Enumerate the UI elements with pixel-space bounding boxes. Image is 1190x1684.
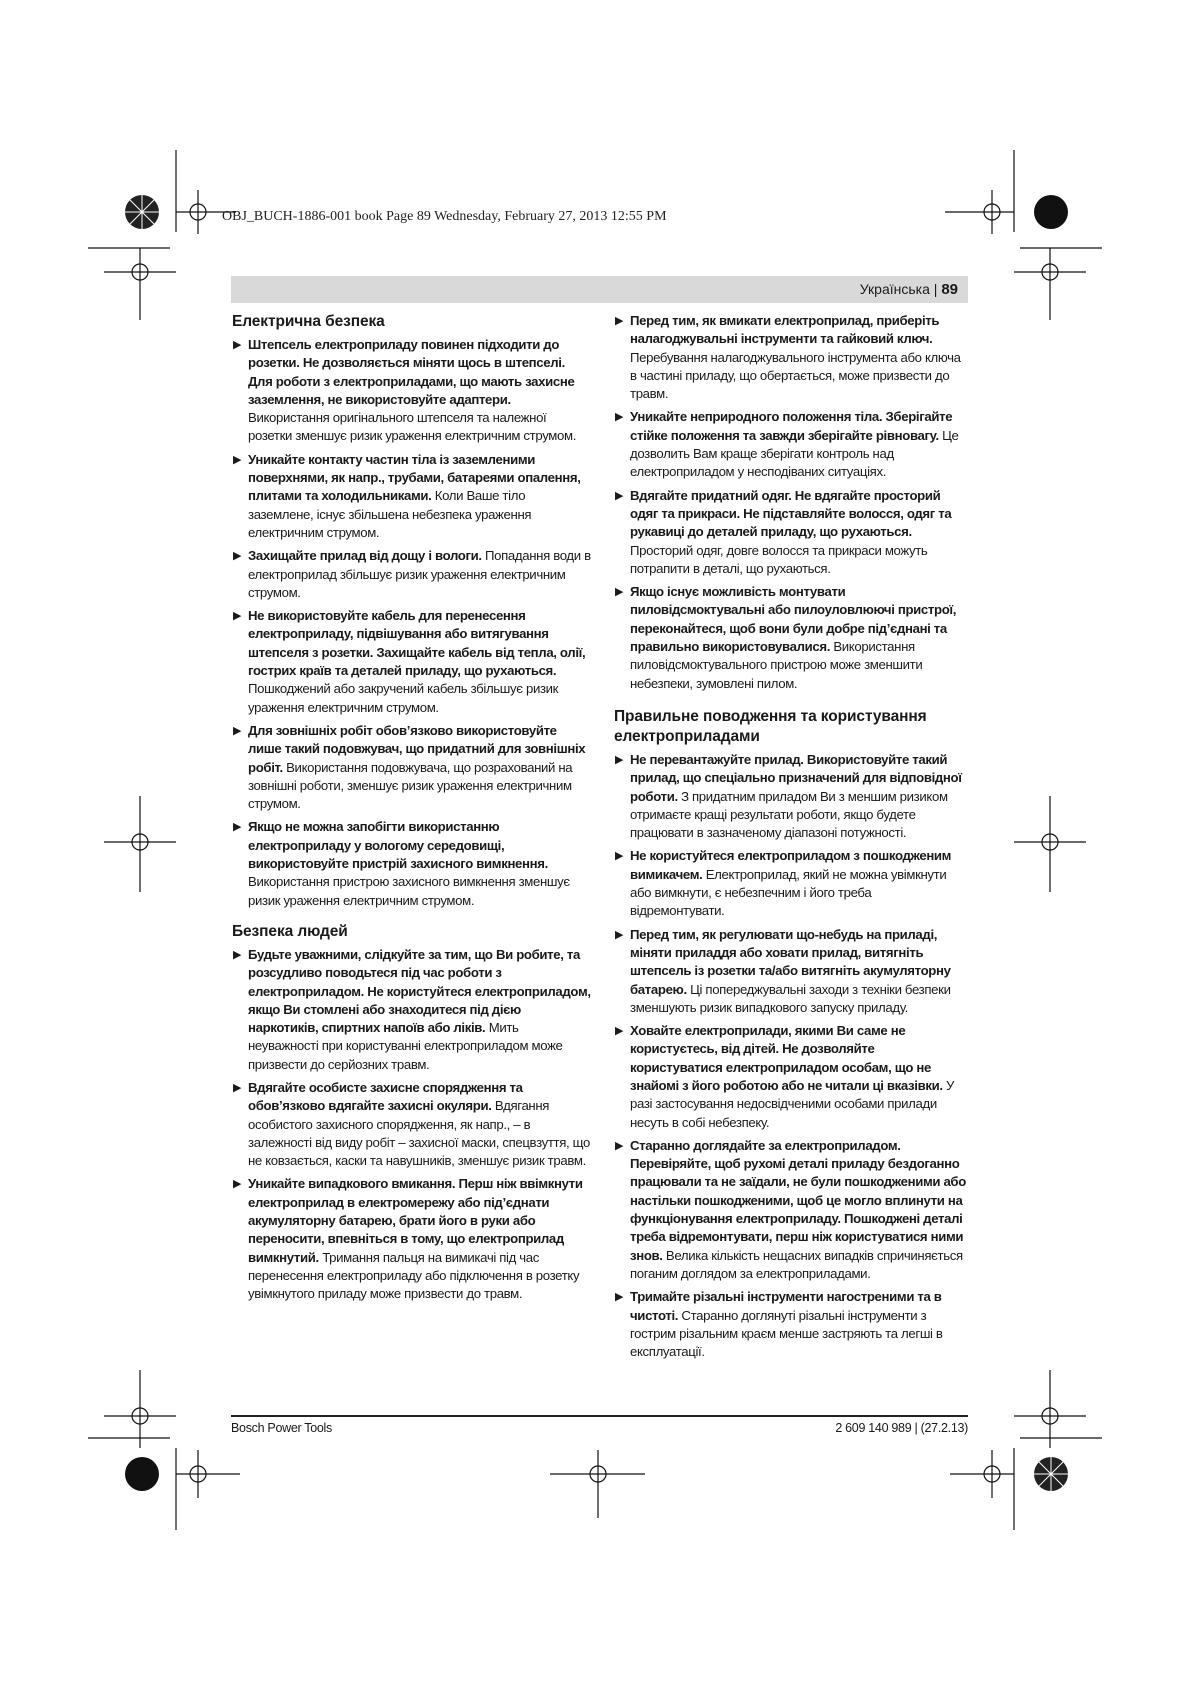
section-heading-personal-safety: Безпека людей	[232, 922, 348, 940]
item-instruction: Будьте уважними, слідкуйте за тим, що Ви робите, та розсудливо поводьтеся під час роботи з електроприладом. Не користуйтеся електроприладом, якщо Ви стомлені або знаходитеся під дією наркотиків, спиртних напоїв або ліків.	[248, 946, 591, 1036]
item-explanation: Електроприлад, який не можна увімкнути або вимкнути, є небезпечним і його треба відремонтувати.	[630, 866, 947, 919]
list-item	[614, 926, 968, 1017]
bullet-arrow-icon: ▶	[233, 948, 242, 961]
list-item	[232, 818, 592, 909]
item-instruction: Уникайте контакту частин тіла із заземленими поверхнями, як напр., трубами, батареями опалення, плитами та холодильниками.	[248, 451, 581, 504]
item-explanation: Старанно доглянуті різальні інструменти з гострим різальним краєм менше застряють та легші в експлуатації.	[630, 1307, 943, 1360]
bullet-arrow-icon: ▶	[233, 1178, 242, 1191]
list-item	[614, 408, 968, 481]
bullet-arrow-icon: ▶	[615, 928, 624, 941]
list-item	[614, 583, 968, 693]
bullet-arrow-icon: ▶	[615, 586, 624, 599]
list-item	[232, 451, 592, 542]
item-explanation: Вдягання особистого захисного спорядження, як напр., – в залежності від виду робіт – захисної маски, спецвзуття, що не ковзається, каски та навушників, зменшує ризик травм.	[248, 1098, 590, 1169]
list-item	[614, 751, 968, 842]
bullet-arrow-icon: ▶	[233, 550, 242, 563]
list-electrical-safety	[232, 336, 592, 910]
list-item	[614, 487, 968, 578]
page-header	[860, 281, 958, 298]
bullet-arrow-icon: ▶	[233, 724, 242, 737]
item-instruction: Якщо існує можливість монтувати пиловідсмоктувальні або пилоуловлюючі пристрої, переконайтеся, щоб вони були добре під’єднані та правильно використовувалися.	[630, 584, 957, 655]
bullet-arrow-icon: ▶	[233, 610, 242, 623]
footer-brand: Bosch Power Tools	[231, 1421, 332, 1435]
page-header-bar	[231, 276, 968, 303]
bullet-arrow-icon: ▶	[615, 411, 624, 424]
bullet-arrow-icon: ▶	[615, 489, 624, 502]
bullet-arrow-icon: ▶	[233, 339, 242, 351]
item-instruction: Тримайте різальні інструменти нагостреними та в чистоті.	[630, 1289, 942, 1323]
left-column	[232, 312, 592, 1309]
item-explanation: Велика кількість нещасних випадків спричиняється поганим доглядом за електроприладами.	[630, 1247, 963, 1281]
item-explanation: Використання пристрою захисного вимкнення зменшує ризик ураження електричним струмом.	[248, 874, 570, 908]
list-item	[614, 1022, 968, 1132]
footer-rule	[231, 1415, 968, 1417]
item-instruction: Не перевантажуйте прилад. Використовуйте такий прилад, що спеціально призначений для відповідної роботи.	[630, 751, 962, 804]
item-instruction: Вдягайте придатний одяг. Не вдягайте просторий одяг та прикраси. Не підставляйте волосся, одяг та рукавиці до деталей приладу, що рухаються.	[630, 487, 952, 540]
bullet-arrow-icon: ▶	[615, 850, 624, 863]
list-item	[232, 722, 592, 813]
item-explanation: Використання пиловідсмоктувального пристрою може зменшити небезпеки, зумовлені пилом.	[630, 639, 923, 691]
list-personal-safety-cont	[614, 312, 968, 693]
item-explanation: Мить неуважності при користуванні електроприладом може призвести до серйозних травм.	[248, 1020, 563, 1072]
item-instruction: Старанно доглядайте за електроприладом. Перевіряйте, щоб рухомі деталі приладу бездоганно працювали та не заїдали, не були пошкодженими або настільки пошкодженими, щоб це могло вплинути на функціонування електроприладу. Пошкоджені деталі треба відремонтувати, перш ніж користуватися ними знов.	[630, 1137, 966, 1263]
item-explanation: Перебування налагоджувального інструмента або ключа в частині приладу, що обертається, може призвести до травм.	[630, 349, 961, 402]
item-explanation: Ці попереджувальні заходи з техніки безпеки зменшують ризик випадкового запуску приладу.	[630, 981, 951, 1015]
item-explanation: Використання подовжувача, що розрахований на зовнішні роботи, зменшує ризик ураження електричним струмом.	[248, 759, 573, 812]
item-explanation: Використання оригінального штепселя та належної розетки зменшує ризик ураження електричним струмом.	[248, 410, 577, 444]
item-explanation: Просторий одяг, довге волосся та прикраси можуть потрапити в деталі, що рухаються.	[630, 542, 928, 576]
item-instruction: Уникайте неприродного положення тіла. Зберігайте стійке положення та завжди зберігайте рівновагу.	[630, 409, 953, 443]
bullet-arrow-icon: ▶	[233, 1081, 242, 1094]
item-instruction: Уникайте випадкового вмикання. Перш ніж ввімкнути електроприлад в електромережу або під’єднати акумуляторну батарею, брати його в руки або переносити, впевніться в тому, що електроприлад вимкнутий.	[248, 1176, 583, 1265]
item-explanation: Тримання пальця на вимикачі під час перенесення електроприладу або підключення в розетку увімкнутого приладу може призвести до травм.	[248, 1249, 580, 1302]
item-instruction: Захищайте прилад від дощу і вологи.	[248, 548, 482, 564]
item-explanation: Коли Ваше тіло заземлене, існує збільшена небезпека ураження електричним струмом.	[248, 488, 532, 540]
header-language: Українська	[859, 281, 930, 297]
section-heading-electrical-safety: Електрична безпека	[232, 313, 385, 330]
item-instruction: Для зовнішніх робіт обов’язково використовуйте лише такий подовжувач, що придатний для зовнішніх робіт.	[248, 722, 586, 775]
item-explanation: Пошкоджений або закручений кабель збільшує ризик ураження електричним струмом.	[248, 681, 559, 715]
header-separator: |	[933, 281, 938, 297]
item-instruction: Не використовуйте кабель для перенесення електроприладу, підвішування або витягування штепселя з розетки. Захищайте кабель від тепла, олії, гострих країв та деталей приладу, що рухаються.	[248, 608, 586, 679]
list-item	[232, 336, 592, 446]
item-instruction: Вдягайте особисте захисне спорядження та обов’язково вдягайте захисні окуляри.	[248, 1079, 523, 1114]
list-tool-use	[614, 751, 968, 1362]
item-instruction: Перед тим, як вмикати електроприлад, приберіть налагоджувальні інструменти та гайковий ключ.	[630, 313, 940, 347]
section-heading-tool-use: Правильне поводження та користування електроприладами	[614, 707, 927, 745]
list-item	[232, 1079, 592, 1170]
item-instruction: Перед тим, як регулювати що-небудь на приладі, міняти приладдя або ховати прилад, витягніть штепсель із розетки та/або витягніть акумуляторну батарею.	[630, 926, 951, 997]
list-item	[232, 1175, 592, 1303]
bullet-arrow-icon: ▶	[615, 1025, 624, 1038]
list-item	[614, 1137, 968, 1283]
item-explanation: З придатним приладом Ви з меншим ризиком отримаєте кращі результати роботи, якщо будете працювати в зазначеному діапазоні потужності.	[630, 788, 948, 841]
item-explanation: Це дозволить Вам краще зберігати контроль над електроприладом у несподіваних ситуаціях.	[630, 427, 959, 480]
bullet-arrow-icon: ▶	[615, 1139, 624, 1152]
item-explanation: Попадання води в електроприлад збільшує ризик ураження електричним струмом.	[248, 548, 591, 600]
list-personal-safety	[232, 946, 592, 1304]
list-item	[614, 312, 968, 403]
list-item	[614, 847, 968, 920]
bullet-arrow-icon: ▶	[615, 1291, 624, 1304]
bullet-arrow-icon: ▶	[615, 315, 624, 327]
list-item	[614, 1288, 968, 1361]
list-item	[232, 547, 592, 602]
item-instruction: Якщо не можна запобігти використанню електроприладу у вологому середовищі, використовуйте пристрій захисного вимкнення.	[248, 819, 548, 872]
footer-docnumber: 2 609 140 989 | (27.2.13)	[835, 1421, 968, 1435]
print-slug: OBJ_BUCH-1886-001 book Page 89 Wednesday, February 27, 2013 12:55 PM	[222, 209, 667, 224]
item-instruction: Ховайте електроприлади, якими Ви саме не користуєтесь, від дітей. Не дозволяйте користуватися електроприладом особам, що не знайомі з його роботою або не читали ці вказівки.	[630, 1023, 943, 1093]
list-item	[232, 946, 592, 1074]
bullet-arrow-icon: ▶	[615, 753, 624, 766]
item-instruction: Штепсель електроприладу повинен підходити до розетки. Не дозволяється міняти щось в штепселі. Для роботи з електроприладами, що мають захисне заземлення, не використовуйте адаптери.	[248, 337, 575, 407]
bullet-arrow-icon: ▶	[233, 821, 242, 834]
page-number: 89	[941, 281, 958, 298]
item-instruction: Не користуйтеся електроприладом з пошкодженим вимикачем.	[630, 848, 952, 882]
list-item	[232, 607, 592, 717]
right-column	[614, 312, 968, 1366]
bullet-arrow-icon: ▶	[233, 453, 242, 466]
item-explanation: У разі застосування недосвідченими особами прилади несуть в собі небезпеку.	[630, 1077, 954, 1130]
